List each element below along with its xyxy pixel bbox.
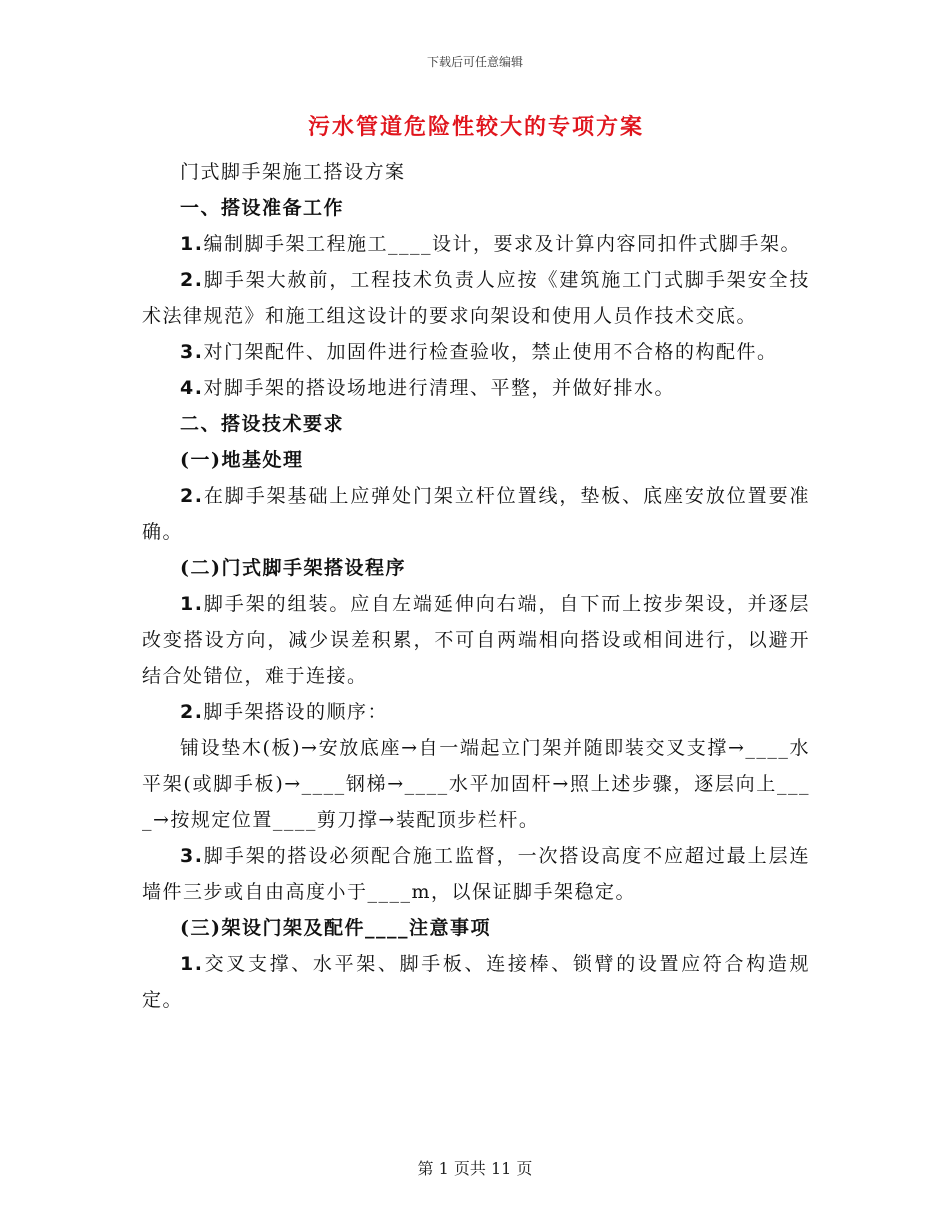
paragraph-text: (一)地基处理 <box>180 449 304 471</box>
paragraph <box>142 946 810 1018</box>
item-number: 4. <box>180 377 204 399</box>
item-number: 2. <box>180 485 204 507</box>
section-heading <box>142 406 810 442</box>
paragraph <box>142 694 810 730</box>
paragraph-text: 脚手架大赦前，工程技术负责人应按《建筑施工门式脚手架安全技术法律规范》和施工组这设计的要求向架设和使用人员作技术交底。 <box>142 269 810 327</box>
item-number: 2. <box>180 269 204 291</box>
paragraph <box>142 154 810 190</box>
paragraph-text: 脚手架的组装。应自左端延伸向右端，自下而上按步架设，并逐层改变搭设方向，减少误差积累，不可自两端相向搭设或相间进行，以避开结合处错位，难于连接。 <box>142 593 810 687</box>
paragraph-text: 门式脚手架施工搭设方案 <box>180 161 406 183</box>
paragraph-text: 二、搭设技术要求 <box>180 413 345 435</box>
section-heading <box>142 550 810 586</box>
item-number: 1. <box>180 953 204 975</box>
item-number: 1. <box>180 593 204 615</box>
paragraph-text: 铺设垫木(板)→安放底座→自一端起立门架并随即装交叉支撑→____水平架(或脚手板)→____钢梯→____水平加固杆→照上述步骤，逐层向上____→按规定位置____剪刀撑→装配顶步栏杆。 <box>142 737 810 831</box>
document-body <box>142 112 810 1018</box>
paragraph-text: 对门架配件、加固件进行检查验收，禁止使用不合格的构配件。 <box>203 341 778 363</box>
paragraph-text: 脚手架搭设的顺序： <box>203 701 388 723</box>
paragraph <box>142 226 810 262</box>
paragraph-text: (二)门式脚手架搭设程序 <box>180 557 406 579</box>
paragraph <box>142 838 810 910</box>
paragraph-list <box>142 154 810 1018</box>
paragraph <box>142 370 810 406</box>
paragraph <box>142 334 810 370</box>
item-number: 1. <box>180 233 204 255</box>
section-heading <box>142 910 810 946</box>
paragraph-text: 一、搭设准备工作 <box>180 197 345 219</box>
paragraph <box>142 586 810 694</box>
page-footer: 第 1 页共 11 页 <box>417 1159 533 1178</box>
document-title: 污水管道危险性较大的专项方案 <box>307 114 644 140</box>
section-heading <box>142 190 810 226</box>
paragraph-text: 交叉支撑、水平架、脚手板、连接棒、锁臂的设置应符合构造规定。 <box>142 953 810 1011</box>
item-number: 2. <box>180 701 204 723</box>
paragraph-text: 脚手架的搭设必须配合施工监督，一次搭设高度不应超过最上层连墙件三步或自由高度小于____m，以保证脚手架稳定。 <box>142 845 810 903</box>
section-heading <box>142 442 810 478</box>
paragraph-text: (三)架设门架及配件____注意事项 <box>180 917 491 939</box>
paragraph <box>142 730 810 838</box>
item-number: 3. <box>180 341 204 363</box>
page-header: 下载后可任意编辑 <box>426 55 523 69</box>
paragraph-text: 对脚手架的搭设场地进行清理、平整，并做好排水。 <box>203 377 675 399</box>
item-number: 3. <box>180 845 204 867</box>
paragraph-text: 编制脚手架工程施工____设计，要求及计算内容同扣件式脚手架。 <box>203 233 801 255</box>
paragraph <box>142 262 810 334</box>
paragraph-text: 在脚手架基础上应弹处门架立杆位置线，垫板、底座安放位置要准确。 <box>142 485 810 543</box>
paragraph <box>142 478 810 550</box>
